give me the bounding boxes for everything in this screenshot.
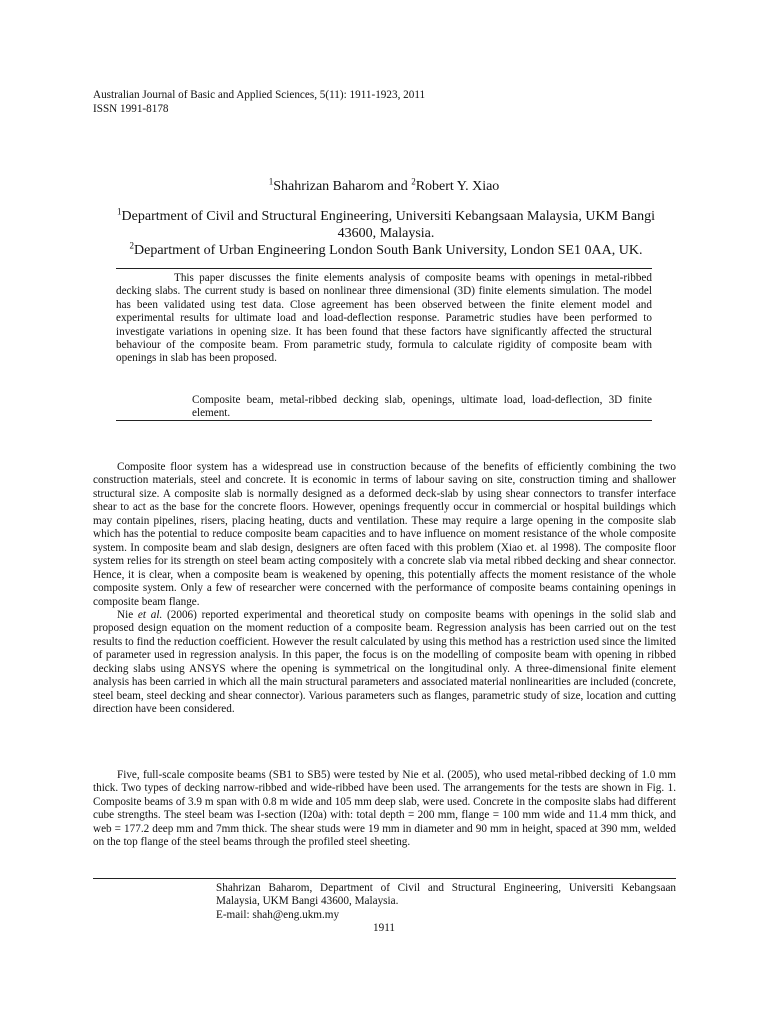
- footnote-address: Shahrizan Baharom, Department of Civil and Structural Engineering, Universiti Kebangsaan Malaysia, UKM Bangi 43600, Malaysia.: [216, 882, 676, 908]
- author-2-affiliation-mark: 2: [411, 176, 416, 187]
- abstract-bottom-rule: [116, 420, 652, 421]
- issn: ISSN 1991-8178: [93, 103, 169, 115]
- affiliation-1: [100, 208, 672, 242]
- abstract-top-rule: [116, 268, 652, 269]
- experimental-section: [93, 769, 676, 850]
- intro-p2-start: Nie: [117, 608, 138, 621]
- intro-p2-rest: (2006) reported experimental and theoretical study on composite beams with openings in the solid slab and proposed design equation on the moment reduction of a composite beam. Regression analysis has been carried out on the test results to find the reduction coefficient. However the result calculated by using this method has a restriction used since the limited of parameter used in regression analysis. In this paper, the focus is on the modelling of composite beam with opening in ribbed decking slabs using ANSYS where the opening is symmetrical on the longitudinal only. A three-dimensional finite element analysis has been carried in which all the main structural parameters and associated material nonlinearities are included (concrete, steel beam, steel decking and shear connector). Various parameters such as flanges, parametric study of size, location and cutting direction have been considered.: [93, 608, 676, 716]
- affiliation-2-mark: 2: [129, 240, 135, 251]
- keywords-body: Composite beam, metal-ribbed decking slab, openings, ultimate load, load-deflection, 3D finite element.: [192, 394, 652, 420]
- author-1-name: Shahrizan Baharom and: [273, 179, 412, 194]
- footnote-email: E-mail: shah@eng.ukm.my: [216, 908, 340, 921]
- footnote-rule: [93, 878, 676, 879]
- experimental-paragraph-1: Five, full-scale composite beams (SB1 to SB5) were tested by Nie et al. (2005), who used metal-ribbed decking of 1.0 mm thick. Two types of decking narrow-ribbed and wide-ribbed have been used. The arrangements for the tests are shown in Fig. 1. Composite beams of 3.9 m span with 0.8 m wide and 105 mm deep slab, were used. Concrete in the composite slabs had different cube strengths. The steel beam was I-section (I20a) with: total depth = 200 mm, flange = 100 mm wide and 11.4 mm thick, and web = 177.2 deep mm and 7mm thick. The shear studs were 19 mm in diameter and 90 mm in height, spaced at 390 mm, welded on the top flange of the steel beams through the profiled steel sheeting.: [93, 769, 676, 849]
- author-footnote: [216, 882, 676, 922]
- intro-p2-et-al: et al.: [137, 608, 163, 621]
- intro-paragraph-1: Composite floor system has a widespread use in construction because of the benefits of efficiently combining the two construction materials, steel and concrete. It is economic in terms of labour saving on site, construction timing and shallower structural size. A composite slab is normally designed as a deformed deck-slab by using shear connectors to transfer interface shear to act as the base for the concrete floors. However, openings frequently occur in commercial or hospital buildings which may contain pipelines, risers, placing heating, ducts and ventilation. These may require a large opening in the composite slab which has the potential to reduce composite beam capacities and to have influence on moment resistance of the whole composite system. In composite beam and slab design, designers are often faced with this problem (Xiao et. al 1998). The composite floor system relies for its strength on steel beam acting compositely with a concrete slab via metal ribbed decking and shear connector. Hence, it is clear, when a composite beam is weakened by opening, this potentially affects the moment resistance of the whole composite system. Only a few of researcher were concerned with the performance of composite beams containing openings in composite beam flange.: [93, 461, 676, 608]
- introduction-section: [93, 461, 676, 717]
- affiliation-1-mark: 1: [117, 206, 122, 217]
- journal-citation: Australian Journal of Basic and Applied Sciences, 5(11): 1911-1923, 2011: [93, 89, 426, 101]
- author-1-affiliation-mark: 1: [268, 176, 274, 187]
- intro-paragraph-2: [93, 609, 676, 717]
- author-2-name: Robert Y. Xiao: [415, 179, 500, 194]
- author-list: [0, 178, 768, 196]
- affiliation-2: [90, 242, 682, 259]
- affiliation-2-text: Department of Urban Engineering London South Bank University, London SE1 0AA, UK.: [134, 243, 643, 258]
- affiliation-1-text: Department of Civil and Structural Engineering, Universiti Kebangsaan Malaysia, UKM Bangi 43600, Malaysia.: [121, 209, 655, 241]
- abstract-body: This paper discusses the finite elements analysis of composite beams with openings in metal-ribbed decking slabs. The current study is based on nonlinear three dimensional (3D) finite elements simulation. The model has been validated using test data. Close agreement has been observed between the finite element model and experimental results for ultimate load and load-deflection response. Parametric studies have been performed to investigate variations in opening size. It has been found that these factors have significantly affected the structural behaviour of the composite beam. From parametric study, formula to calculate rigidity of composite beam with openings in slab has been proposed.: [116, 272, 652, 365]
- page-number: 1911: [373, 922, 395, 934]
